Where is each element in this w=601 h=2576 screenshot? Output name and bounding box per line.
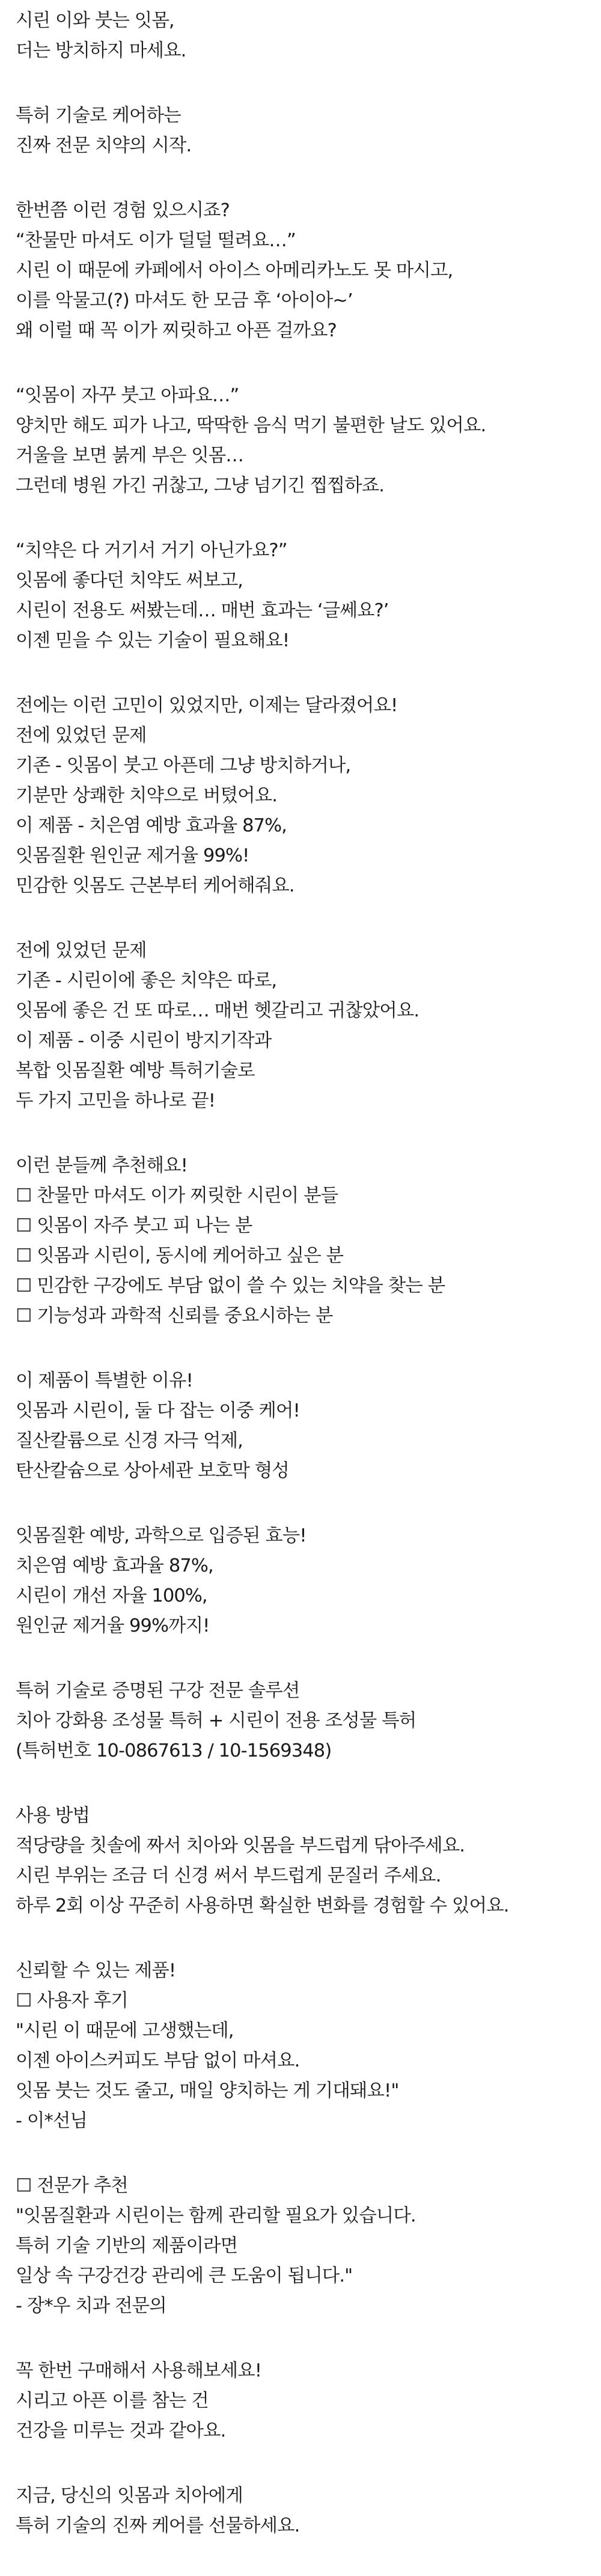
text-line: ☐ 잇몸과 시린이, 동시에 케어하고 싶은 분 <box>16 1245 344 1266</box>
text-line: 탄산칼슘으로 상아세관 보호막 형성 <box>16 1460 289 1481</box>
text-line: ☐ 기능성과 과학적 신뢰를 중요시하는 분 <box>16 1305 333 1326</box>
text-line: “잇몸이 자꾸 붓고 아파요…” <box>16 385 239 406</box>
text-line: 치은염 예방 효과율 87%, <box>16 1555 213 1576</box>
text-line: "시린 이 때문에 고생했는데, <box>16 2020 234 2041</box>
text-line: 시린이 개선 자율 100%, <box>16 1585 207 1606</box>
text-paragraph <box>16 1801 593 1921</box>
text-paragraph <box>16 936 593 1116</box>
text-line: 적당량을 칫솔에 짜서 치아와 잇몸을 부드럽게 닦아주세요. <box>16 1835 465 1856</box>
text-paragraph <box>16 1366 593 1486</box>
text-line: 이 제품 - 이중 시린이 방지기작과 <box>16 1030 272 1051</box>
text-line: 질산칼륨으로 신경 자극 억제, <box>16 1430 243 1451</box>
text-line: 잇몸 붓는 것도 줄고, 매일 양치하는 게 기대돼요!" <box>16 2080 399 2101</box>
text-line: 사용 방법 <box>16 1805 90 1826</box>
text-line: 잇몸과 시린이, 둘 다 잡는 이중 케어! <box>16 1400 300 1421</box>
text-line: 두 가지 고민을 하나로 끝! <box>16 1090 216 1111</box>
text-line: 잇몸질환 원인균 제거율 99%! <box>16 845 249 866</box>
text-line: 신뢰할 수 있는 제품! <box>16 1960 176 1981</box>
text-line: 이젠 아이스커피도 부담 없이 마셔요. <box>16 2050 300 2071</box>
text-line: 지금, 당신의 잇몸과 치아에게 <box>16 2485 243 2506</box>
text-line: “치약은 다 거기서 거기 아닌가요?” <box>16 540 287 561</box>
text-line: 원인균 제거율 99%까지! <box>16 1615 210 1636</box>
text-line: 잇몸질환 예방, 과학으로 입증된 효능! <box>16 1525 307 1546</box>
text-line: 특허 기술로 케어하는 <box>16 105 181 126</box>
text-line: 이를 악물고(?) 마셔도 한 모금 후 ‘아이아~’ <box>16 290 353 311</box>
text-line: 시리고 아픈 이를 참는 건 <box>16 2390 209 2411</box>
text-line: "잇몸질환과 시린이는 함께 관리할 필요가 있습니다. <box>16 2205 416 2226</box>
text-line: “찬물만 마셔도 이가 덜덜 떨려요…” <box>16 230 296 251</box>
text-line: 한번쯤 이런 경험 있으시죠? <box>16 200 230 221</box>
text-line: 특허 기술 기반의 제품이라면 <box>16 2235 238 2256</box>
text-paragraph <box>16 2481 593 2541</box>
text-line: 시린 부위는 조금 더 신경 써서 부드럽게 문질러 주세요. <box>16 1865 441 1886</box>
text-line: 하루 2회 이상 꾸준히 사용하면 확실한 변화를 경험할 수 있어요. <box>16 1895 509 1916</box>
text-line: 꼭 한번 구매해서 사용해보세요! <box>16 2360 262 2381</box>
text-line: 잇몸에 좋은 건 또 따로… 매번 헷갈리고 귀찮았어요. <box>16 1000 419 1021</box>
text-paragraph <box>16 381 593 501</box>
text-line: 시린 이 때문에 카페에서 아이스 아메리카노도 못 마시고, <box>16 260 453 281</box>
text-paragraph <box>16 1151 593 1331</box>
text-line: - 이*선님 <box>16 2110 87 2131</box>
text-line: 더는 방치하지 마세요. <box>16 40 186 61</box>
text-line: 전에 있었던 문제 <box>16 725 147 746</box>
text-paragraph <box>16 536 593 656</box>
text-line: 이젠 믿을 수 있는 기술이 필요해요! <box>16 630 290 651</box>
text-paragraph <box>16 691 593 901</box>
text-line: 거울을 보면 붉게 부은 잇몸… <box>16 445 243 466</box>
text-line: 그런데 병원 가긴 귀찮고, 그냥 넘기긴 찝찝하죠. <box>16 475 385 496</box>
text-line: 특허 기술로 증명된 구강 전문 솔루션 <box>16 1680 300 1701</box>
text-line: ☐ 전문가 추천 <box>16 2175 128 2196</box>
text-line: 왜 이럴 때 꼭 이가 찌릿하고 아픈 걸까요? <box>16 320 337 341</box>
text-line: 이 제품 - 치은염 예방 효과율 87%, <box>16 815 287 836</box>
text-line: 시린이 전용도 써봤는데… 매번 효과는 ‘글쎄요?’ <box>16 600 389 621</box>
text-line: ☐ 민감한 구강에도 부담 없이 쓸 수 있는 치약을 찾는 분 <box>16 1275 445 1296</box>
text-line: 전에 있었던 문제 <box>16 940 147 961</box>
text-line: ☐ 잇몸이 자주 붓고 피 나는 분 <box>16 1215 252 1236</box>
text-paragraph <box>16 1956 593 2136</box>
text-line: 전에는 이런 고민이 있었지만, 이제는 달라졌어요! <box>16 695 398 716</box>
text-line: 잇몸에 좋다던 치약도 써보고, <box>16 570 243 591</box>
text-paragraph <box>16 101 593 161</box>
text-line: 시린 이와 붓는 잇몸, <box>16 10 174 31</box>
text-paragraph <box>16 1676 593 1766</box>
text-line: 특허 기술의 진짜 케어를 선물하세요. <box>16 2515 300 2536</box>
text-line: 이런 분들께 추천해요! <box>16 1155 188 1176</box>
text-paragraph <box>16 196 593 346</box>
text-paragraph <box>16 6 593 66</box>
text-line: 기존 - 시린이에 좋은 치약은 따로, <box>16 970 277 991</box>
text-paragraph <box>16 2356 593 2446</box>
text-line: 진짜 전문 치약의 시작. <box>16 135 192 156</box>
text-line: 이 제품이 특별한 이유! <box>16 1370 193 1391</box>
text-line: 민감한 잇몸도 근본부터 케어해줘요. <box>16 875 294 896</box>
text-line: 복합 잇몸질환 예방 특허기술로 <box>16 1060 255 1081</box>
text-line: 기분만 상쾌한 치약으로 버텼어요. <box>16 785 278 806</box>
text-line: ☐ 사용자 후기 <box>16 1990 128 2011</box>
text-line: 기존 - 잇몸이 붓고 아픈데 그냥 방치하거나, <box>16 755 351 776</box>
text-paragraph <box>16 2171 593 2321</box>
text-line: - 장*우 치과 전문의 <box>16 2295 166 2316</box>
text-line: 치아 강화용 조성물 특허 + 시린이 전용 조성물 특허 <box>16 1710 416 1731</box>
text-line: (특허번호 10-0867613 / 10-1569348) <box>16 1740 332 1761</box>
text-line: 건강을 미루는 것과 같아요. <box>16 2420 226 2441</box>
text-line: 일상 속 구강건강 관리에 큰 도움이 됩니다." <box>16 2265 353 2286</box>
text-paragraph <box>16 1521 593 1641</box>
document-body <box>16 6 593 2576</box>
text-line: 양치만 해도 피가 나고, 딱딱한 음식 먹기 불편한 날도 있어요. <box>16 415 486 436</box>
text-line: ☐ 찬물만 마셔도 이가 찌릿한 시린이 분들 <box>16 1185 338 1206</box>
